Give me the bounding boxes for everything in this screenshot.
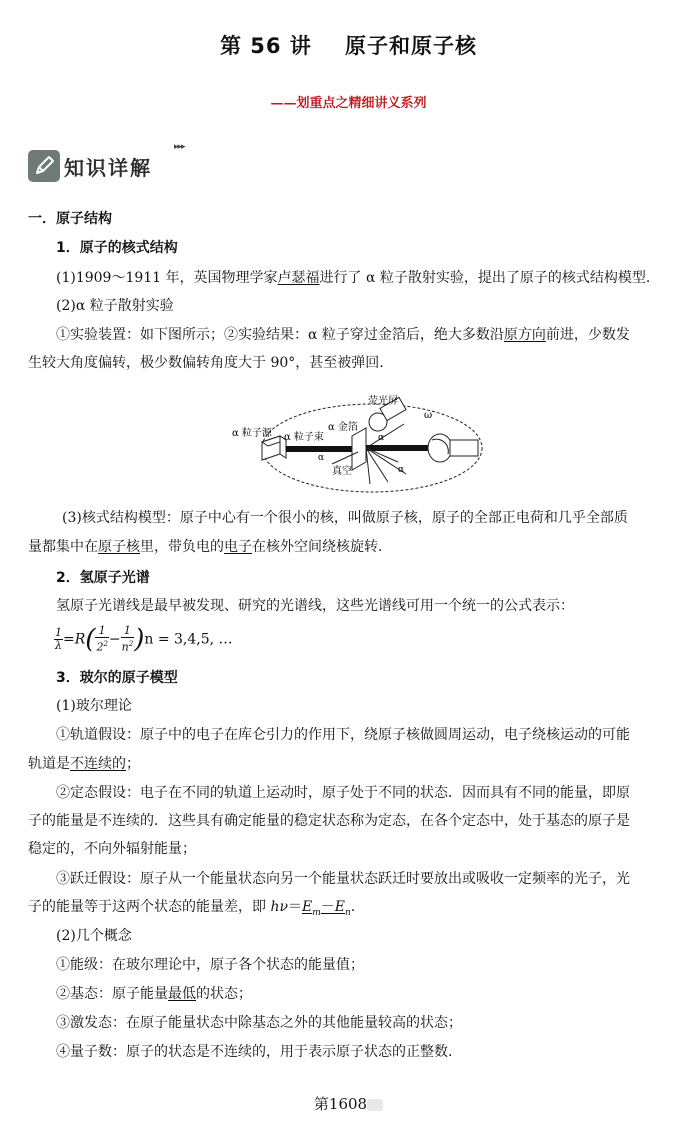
scattering-apparatus-figure <box>228 392 488 498</box>
pencil-icon <box>28 150 60 182</box>
section-badge <box>28 142 186 184</box>
page-title: 第 56 讲 原子和原子核 <box>219 34 478 58</box>
subsection-heading-2: 2．氢原子光谱 <box>56 570 150 586</box>
rydberg-formula: $\frac{1}{\lambda}$ =R( $\frac{1}{2^2}$ − $\frac{1}{n^2}$ )n = 3,4,5, … <box>55 624 233 655</box>
paragraph: (1)玻尔理论 <box>56 698 132 714</box>
paragraph: 子的能量等于这两个状态的能量差，即 $h\nu=E_m-E_n$. <box>28 899 356 918</box>
arrows-icon: ▸▸▸ <box>174 142 185 152</box>
svg-text:α: α <box>378 433 385 443</box>
section-heading: 一．原子结构 <box>28 211 112 227</box>
paragraph: 稳定的，不向外辐射能量； <box>28 841 196 857</box>
paragraph: (3)核式结构模型：原子中心有一个很小的核，叫做原子核，原子的全部正电荷和几乎全部质 <box>62 510 628 526</box>
paragraph: 轨道是不连续的； <box>28 756 140 772</box>
paragraph: 生较大角度偏转，极少数偏转角度大于 90°，甚至被弹回. <box>28 355 384 371</box>
page-number: 第1608 <box>0 1093 697 1114</box>
svg-text:ω: ω <box>424 410 433 421</box>
paragraph: ①实验装置：如下图所示；②实验结果：α 粒子穿过金箔后，绝大多数沿原方向前进，少数发 <box>56 327 630 343</box>
svg-text:真空: 真空 <box>332 466 352 477</box>
alpha-beam <box>286 446 352 452</box>
paragraph: ①能级：在玻尔理论中，原子各个状态的能量值； <box>56 957 364 973</box>
badge-title: 知识详解 <box>64 156 152 180</box>
subsection-heading-3: 3．玻尔的原子模型 <box>56 670 178 686</box>
paragraph: ②定态假设：电子在不同的轨道上运动时，原子处于不同的状态．因而具有不同的能量，即原 <box>56 785 630 801</box>
svg-text:α: α <box>398 465 405 475</box>
page-subtitle: ——划重点之精细讲义系列 <box>270 96 427 111</box>
svg-text:α 金箔: α 金箔 <box>328 422 358 433</box>
paragraph: ④量子数：原子的状态是不连续的，用于表示原子状态的正整数. <box>56 1044 453 1060</box>
paragraph: 子的能量是不连续的．这些具有确定能量的稳定状态称为定态，在各个定态中，处于基态的原子是 <box>28 813 630 829</box>
gold-foil <box>352 428 366 470</box>
svg-text:荧光屏: 荧光屏 <box>368 396 398 407</box>
subsection-heading-1: 1．原子的核式结构 <box>56 240 178 256</box>
paragraph: 氢原子光谱线是最早被发现、研究的光谱线，这些光谱线可用一个统一的公式表示： <box>56 598 574 614</box>
paragraph: (1)1909～1911 年，英国物理学家卢瑟福进行了 α 粒子散射实验，提出了原子的核式结构模型. <box>56 270 651 286</box>
paragraph: (2)α 粒子散射实验 <box>56 298 174 314</box>
paragraph: ③激发态：在原子能量状态中除基态之外的其他能量较高的状态； <box>56 1015 462 1031</box>
svg-text:α 粒子源: α 粒子源 <box>232 428 272 439</box>
paragraph: (2)几个概念 <box>56 928 132 944</box>
svg-text:α: α <box>318 453 325 463</box>
paragraph: ②基态：原子能量最低的状态； <box>56 986 252 1002</box>
paragraph: ①轨道假设：原子中的电子在库仑引力的作用下，绕原子核做圆周运动，电子绕核运动的可能 <box>56 727 630 743</box>
paragraph: ③跃迁假设：原子从一个能量状态向另一个能量状态跃迁时要放出或吸收一定频率的光子，光 <box>56 871 630 887</box>
svg-text:α 粒子束: α 粒子束 <box>284 432 324 443</box>
paragraph: 量都集中在原子核里，带负电的电子在核外空间绕核旋转. <box>28 539 383 555</box>
